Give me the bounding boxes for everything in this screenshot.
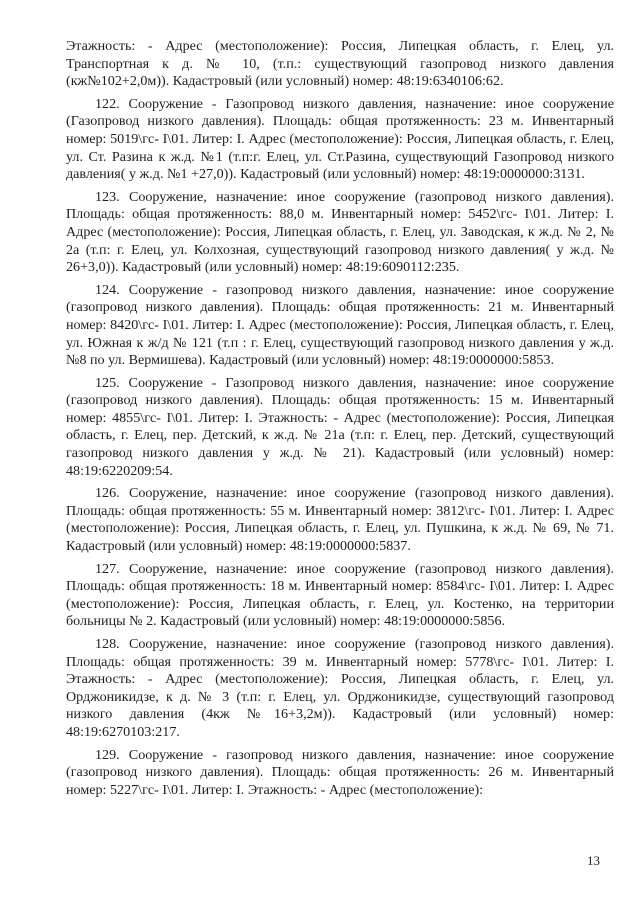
page-number: 13 — [587, 853, 600, 868]
list-item-122: 122. Сооружение - Газопровод низкого давления, назначение: иное сооружение (Газопровод низкого давления). Площадь: общая протяженность: 23 м. Инвентарный номер: 5019\гс- I\01. Литер: I. Адрес (местоположение): Россия, Липецкая область, г. Елец, ул. Ст. Разина к ж.д. №1 (т.п:г. Елец, ул. Ст.Разина, существующий Газопровод низкого давления( у ж.д. №1 +27,0)). Кадастровый (или условный) номер: 48:19:0000000:3131. — [66, 95, 614, 183]
list-item-129: 129. Сооружение - газопровод низкого давления, назначение: иное сооружение (газопровод низкого давления). Площадь: общая протяженность: 26 м. Инвентарный номер: 5227\гс- I\01. Литер: I. Этажность: - Адрес (местоположение): — [66, 746, 614, 798]
list-item-127: 127. Сооружение, назначение: иное сооружение (газопровод низкого давления). Площадь: общая протяженность: 18 м. Инвентарный номер: 8584\гс- I\01. Литер: I. Адрес (местоположение): Россия, Липецкая область, г. Елец, ул. Костенко, на территории больницы № 2. Кадастровый (или условный) номер: 48:19:0000000:5856. — [66, 560, 614, 630]
list-item-123: 123. Сооружение, назначение: иное сооружение (газопровод низкого давления). Площадь: общая протяженность: 88,0 м. Инвентарный номер: 5452\гс- I\01. Литер: I. Адрес (местоположение): Россия, Липецкая область, г. Елец, ул. Заводская, к ж.д. № 2, № 2а (т.п: г. Елец, ул. Колхозная, существующий газопровод низкого давления( у ж.д. № 26+3,0)). Кадастровый (или условный) номер: 48:19:6090112:235. — [66, 188, 614, 276]
list-item-124: 124. Сооружение - газопровод низкого давления, назначение: иное сооружение (газопровод низкого давления). Площадь: общая протяженность: 21 м. Инвентарный номер: 8420\гс- I\01. Литер: I. Адрес (местоположение): Россия, Липецкая область, г. Елец, ул. Южная к ж/д № 121 (т.п : г. Елец, существующий газопровод низкого давления у ж.д. №8 по ул. Вермишева). Кадастровый (или условный) номер: 48:19:0000000:5853. — [66, 281, 614, 369]
paragraph-continuation: Этажность: - Адрес (местоположение): Россия, Липецкая область, г. Елец, ул. Транспортная к д. № 10, (т.п.: существующий газопровод низкого давления (кж№102+2,0м)). Кадастровый (или условный) номер: 48:19:6340106:62. — [66, 38, 614, 90]
document-body — [66, 38, 614, 799]
list-item-125: 125. Сооружение - Газопровод низкого давления, назначение: иное сооружение (газопровод низкого давления). Площадь: общая протяженность: 15 м. Инвентарный номер: 4855\гс- I\01. Литер: I. Этажность: - Адрес (местоположение): Россия, Липецкая область, г. Елец, пер. Детский, к ж.д. № 21а (т.п: г. Елец, пер. Детский, существующий газопровод низкого давления у ж.д. № 21). Кадастровый (или условный) номер: 48:19:6220209:54. — [66, 374, 614, 479]
list-item-128: 128. Сооружение, назначение: иное сооружение (газопровод низкого давления). Площадь: общая протяженность: 39 м. Инвентарный номер: 5778\гс- I\01. Литер: I. Этажность: - Адрес (местоположение): Россия, Липецкая область, г. Елец, ул. Орджоникидзе, к д. № 3 (т.п: г. Елец, ул. Орджоникидзе, существующий газопровод низкого давления (4кж №16+3,2м)). Кадастровый (или условный) номер: 48:19:6270103:217. — [66, 636, 614, 740]
list-item-126: 126. Сооружение, назначение: иное сооружение (газопровод низкого давления). Площадь: общая протяженность: 55 м. Инвентарный номер: 3812\гс- I\01. Литер: I. Адрес (местоположение): Россия, Липецкая область, г. Елец, ул. Пушкина, к ж.д. № 69, № 71. Кадастровый (или условный) номер: 48:19:0000000:5837. — [66, 485, 614, 555]
